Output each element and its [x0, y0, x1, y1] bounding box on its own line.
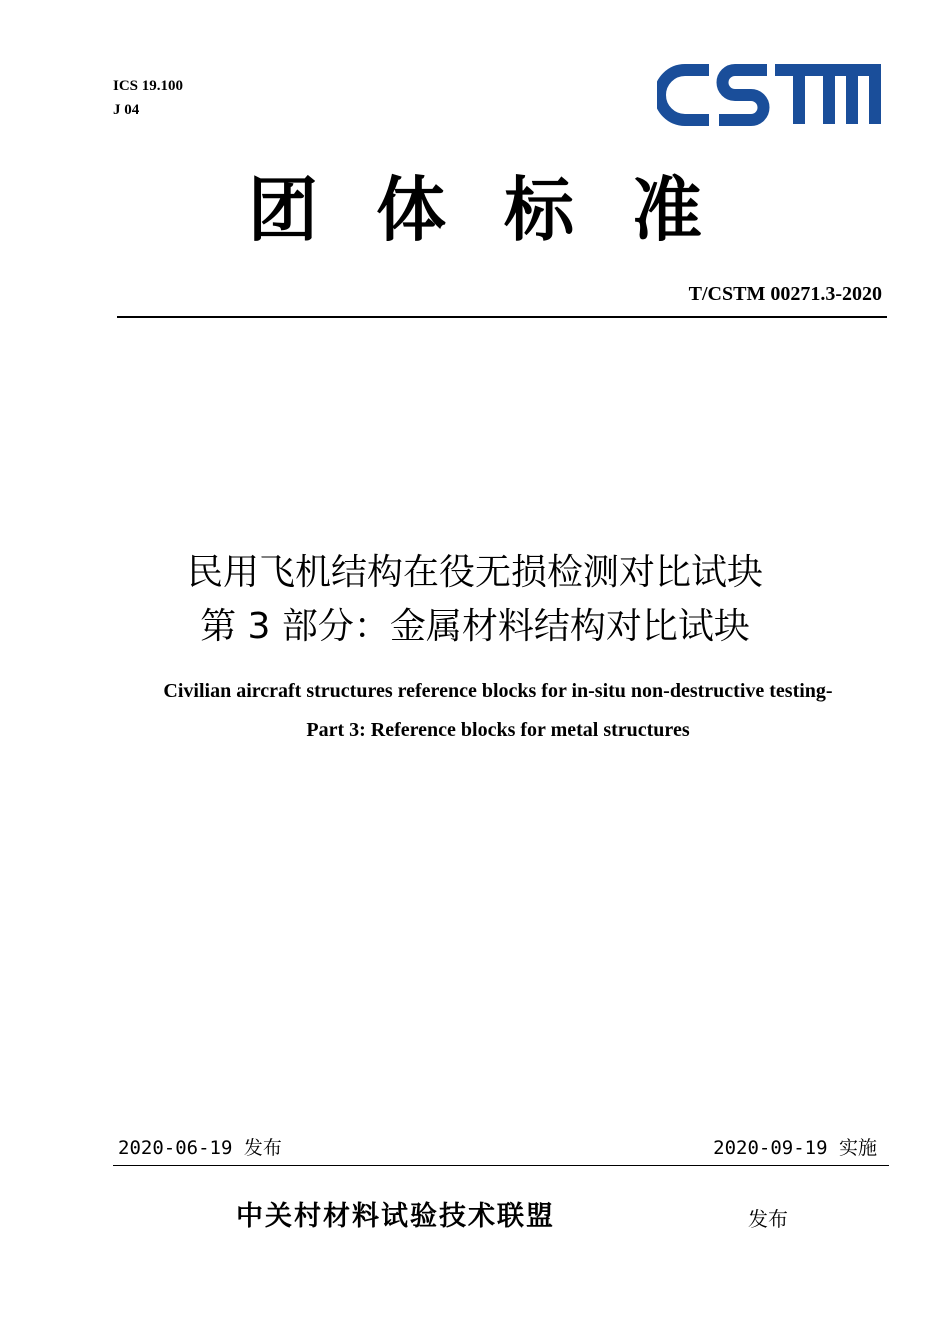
english-title-line-1: Civilian aircraft structures reference blocks for in-situ non-destructive testing-	[163, 680, 833, 702]
publisher-name: 中关村材料试验技术联盟	[236, 1201, 555, 1232]
english-title-line-2: Part 3: Reference blocks for metal structures	[306, 719, 690, 741]
top-divider	[117, 316, 887, 318]
chinese-title-line-1: 民用飞机结构在役无损检测对比试块	[186, 552, 763, 593]
ccs-code: J 04	[113, 102, 140, 118]
ics-code: ICS 19.100	[113, 78, 184, 94]
effective-date: 2020-09-19 实施	[713, 1137, 877, 1159]
cstm-logo	[657, 62, 881, 128]
publish-label: 发布	[748, 1207, 788, 1231]
standard-number: T/CSTM 00271.3-2020	[688, 283, 882, 305]
chinese-title-line-2: 第 3 部分：金属材料结构对比试块	[200, 606, 750, 647]
document-type-title: 团体标准	[248, 169, 760, 251]
issue-date: 2020-06-19 发布	[118, 1137, 282, 1159]
classification-codes	[113, 74, 183, 122]
bottom-divider	[113, 1165, 889, 1166]
